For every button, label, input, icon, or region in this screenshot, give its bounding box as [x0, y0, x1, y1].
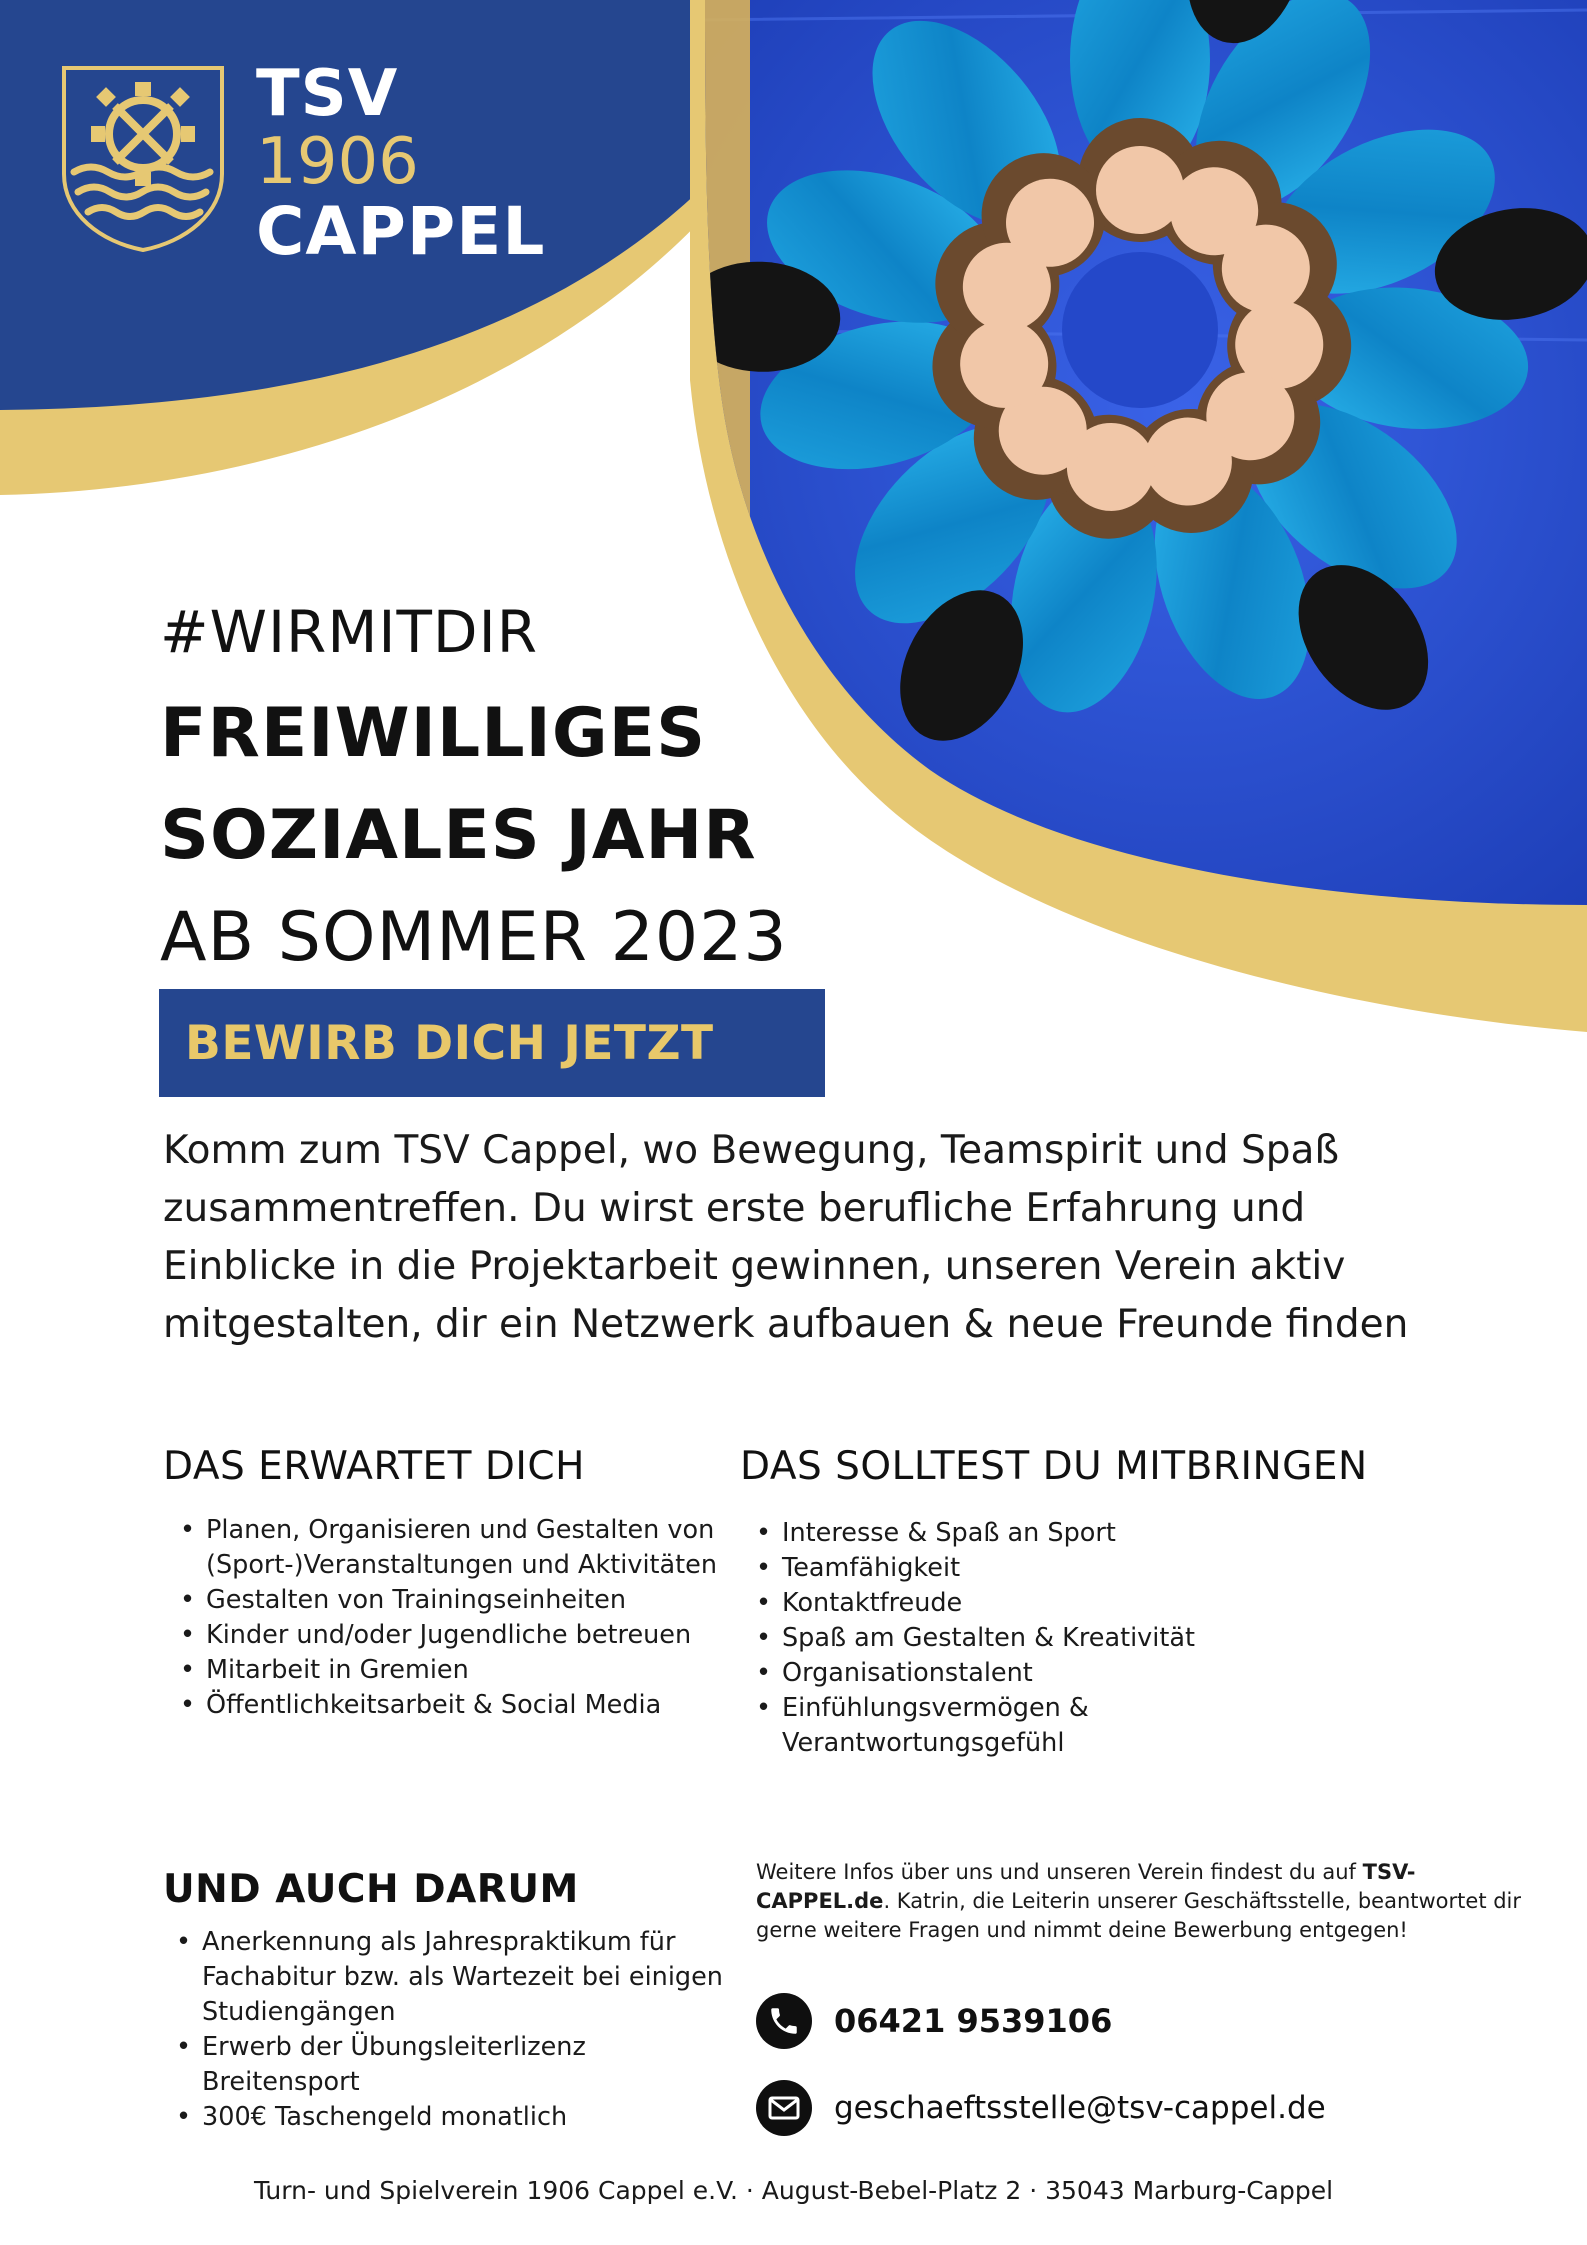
info-text-before: Weitere Infos über uns und unseren Verein findest du auf — [756, 1860, 1363, 1884]
email-address: geschaeftsstelle@tsv-cappel.de — [834, 2090, 1326, 2126]
phone-number: 06421 9539106 — [834, 2002, 1113, 2040]
headline-line-2: SOZIALES JAHR — [160, 796, 757, 875]
list-item: • Mitarbeit in Gremien — [206, 1653, 726, 1688]
bring-title: DAS SOLLTEST DU MITBRINGEN — [740, 1444, 1368, 1489]
club-logo-text — [256, 58, 545, 270]
list-item: • Kinder und/oder Jugendliche betreuen — [206, 1618, 726, 1653]
intro-paragraph: Komm zum TSV Cappel, wo Bewegung, Teamspirit und Spaß zusammentreffen. Du wirst erste berufliche Erfahrung und Einblicke in die Projektarbeit gewinnen, unseren Verein aktiv mitgestalten, dir ein Netzwerk aufbauen & neue Freunde finden — [163, 1128, 1409, 1347]
info-paragraph — [756, 1858, 1546, 1945]
phone-icon — [756, 1993, 812, 2049]
logo-line-cappel: CAPPEL — [256, 193, 546, 270]
website-link[interactable]: TSV-CAPPEL.de — [756, 1860, 1416, 1913]
list-item: • Spaß am Gestalten & Kreativität — [782, 1621, 1262, 1656]
logo-line-tsv: TSV — [256, 57, 399, 131]
footer-address: Turn- und Spielverein 1906 Cappel e.V. · August-Bebel-Platz 2 · 35043 Marburg-Cappel — [253, 2176, 1334, 2205]
list-item: • Kontaktfreude — [782, 1586, 1262, 1621]
headline-line-1: FREIWILLIGES — [160, 694, 707, 773]
list-item: • Erwerb der Übungsleiterlizenz Breitensport — [202, 2030, 742, 2100]
envelope-icon — [756, 2080, 812, 2136]
hashtag: #WIRMITDIR — [160, 598, 538, 666]
list-item: • Teamfähigkeit — [782, 1551, 1262, 1586]
expect-title: DAS ERWARTET DICH — [163, 1444, 585, 1489]
benefits-title: UND AUCH DARUM — [163, 1867, 579, 1912]
headline-line-3: AB SOMMER 2023 — [160, 898, 788, 977]
list-item: • Organisationstalent — [782, 1656, 1262, 1691]
waterwheel-emblem-icon — [60, 64, 226, 254]
list-item: • Öffentlichkeitsarbeit & Social Media — [206, 1688, 726, 1723]
list-item: • Anerkennung als Jahrespraktikum für Fachabitur bzw. als Wartezeit bei einigen Studiengängen — [202, 1925, 742, 2030]
expect-list — [164, 1513, 726, 1723]
logo-line-year: 1906 — [256, 125, 419, 199]
email-contact[interactable] — [756, 2080, 1326, 2136]
list-item: • Gestalten von Trainingseinheiten — [206, 1583, 726, 1618]
list-item: • Interesse & Spaß an Sport — [782, 1516, 1262, 1551]
list-item: • Planen, Organisieren und Gestalten von (Sport-)Veranstaltungen und Aktivitäten — [206, 1513, 726, 1583]
list-item: • Einfühlungsvermögen & Verantwortungsgefühl — [782, 1691, 1262, 1761]
phone-contact[interactable] — [756, 1993, 1112, 2049]
gymnasts-photo — [678, 0, 1587, 910]
info-text-after: . Katrin, die Leiterin unserer Geschäftsstelle, beantwortet dir gerne weitere Fragen und nimmt deine Bewerbung entgegen! — [756, 1889, 1522, 1942]
list-item: • 300€ Taschengeld monatlich — [202, 2100, 742, 2135]
bring-list — [740, 1516, 1262, 1761]
benefits-list — [160, 1925, 742, 2135]
apply-now-banner: BEWIRB DICH JETZT — [159, 989, 825, 1097]
